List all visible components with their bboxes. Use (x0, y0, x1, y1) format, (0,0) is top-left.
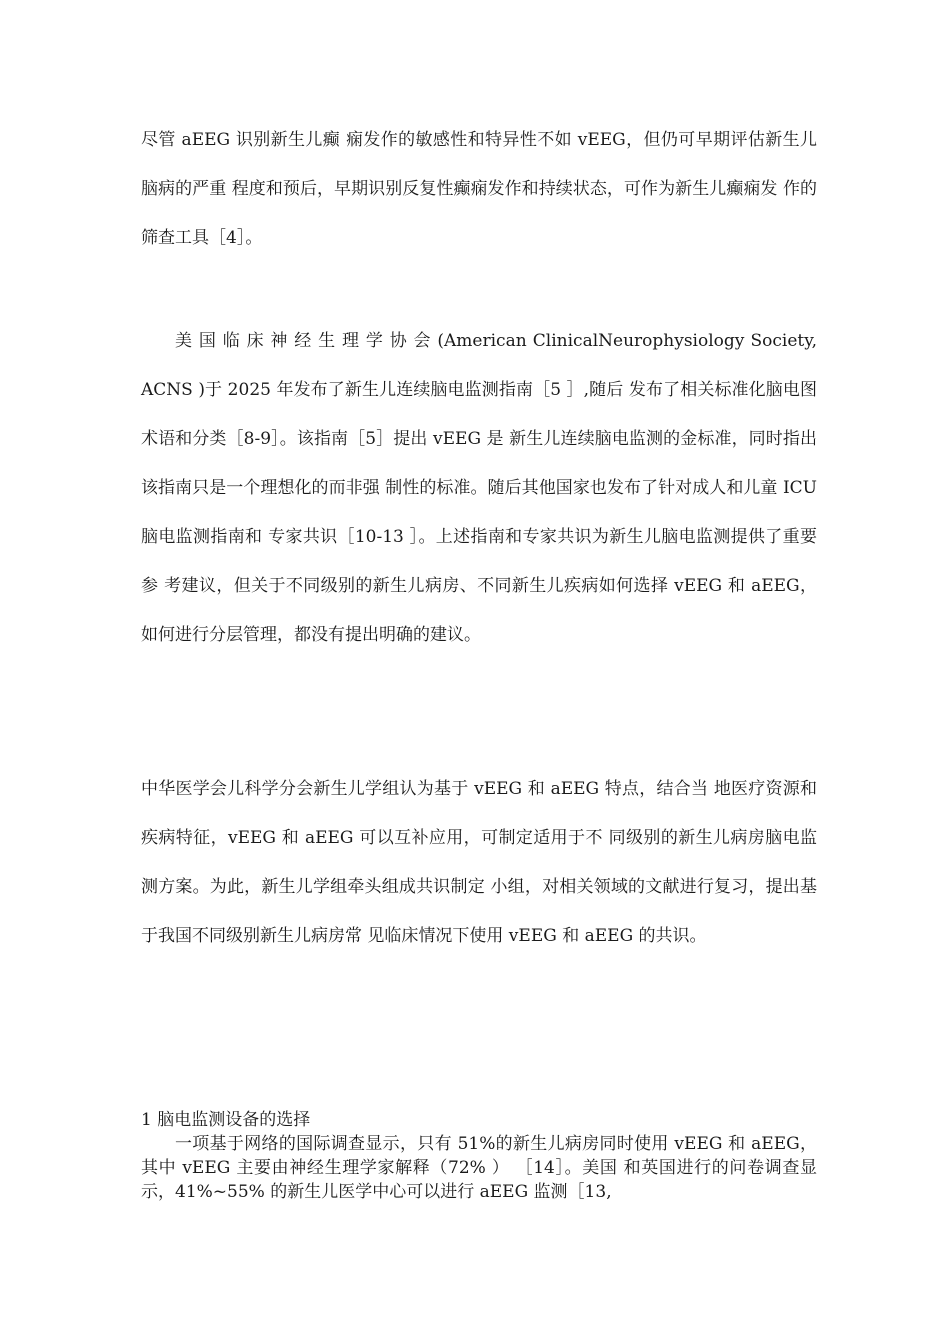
paragraph-consensus-purpose: 中华医学会儿科学分会新生儿学组认为基于 vEEG 和 aEEG 特点，结合当 地医疗资源和疾病特征，vEEG 和 aEEG 可以互补应用，可制定适用于不 同级别的新生儿病房脑电监测方案。为此，新生儿学组牵头组成共识制定 小组，对相关领域的文献进行复习，提出基于我国不同级别新生儿病房常 见临床情况下使用 vEEG 和 aEEG 的共识。 (141, 779, 817, 946)
paragraph-international-survey: 一项基于网络的国际调查显示，只有 51%的新生儿病房同时使用 vEEG 和 aEEG，其中 vEEG 主要由神经生理学家解释（72% ） ［14］。美国 和英国进行的问卷调查显示，41%~55% 的新生儿医学中心可以进行 aEEG 监测［13, (141, 1134, 817, 1202)
section-heading: 1 脑电监测设备的选择 (141, 1110, 311, 1130)
paragraph-acns-guideline: 美 国 临 床 神 经 生 理 学 协 会 (American ClinicalNeurophysiology Society, ACNS )于 2025 年发布了新生儿连续脑电监测指南［5 ］,随后 发布了相关标准化脑电图术语和分类［8-9］。该指南［5］提出 vEEG 是 新生儿连续脑电监测的金标准，同时指出该指南只是一个理想化的而非强 制性的标准。随后其他国家也发布了针对成人和儿童 ICU 脑电监测指南和 专家共识［10-13 ］。上述指南和专家共识为新生儿脑电监测提供了重要参 考建议，但关于不同级别的新生儿病房、不同新生儿疾病如何选择 vEEG 和 aEEG，如何进行分层管理，都没有提出明确的建议。 (141, 331, 817, 645)
paragraph-aeeg-screening: 尽管 aEEG 识别新生儿癫 痫发作的敏感性和特异性不如 vEEG，但仍可早期评估新生儿脑病的严重 程度和预后，早期识别反复性癫痫发作和持续状态，可作为新生儿癫痫发 作的筛查工具［4］。 (141, 130, 817, 248)
